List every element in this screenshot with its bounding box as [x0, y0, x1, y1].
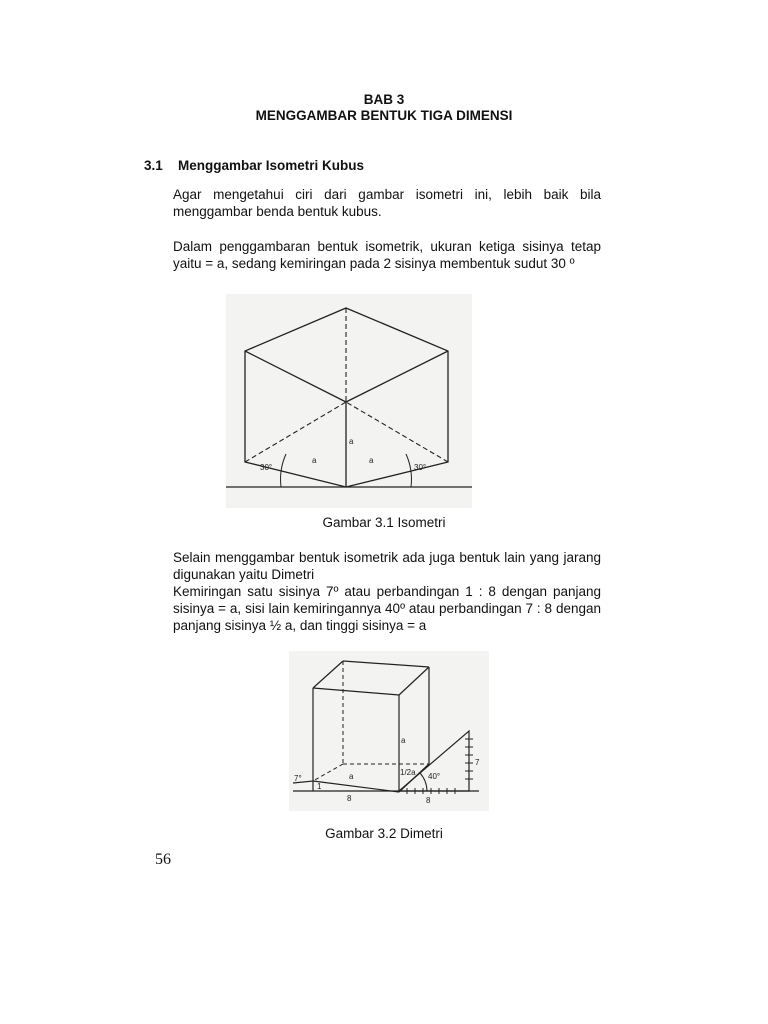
label-half: 1/2a — [400, 768, 416, 777]
label-angle-left: 30° — [260, 463, 273, 472]
dimetric-cube-drawing — [289, 651, 489, 811]
section-number: 3.1 — [144, 158, 163, 173]
label-edge-vertical: a — [349, 437, 354, 446]
paragraph-intro: Agar mengetahui ciri dari gambar isometri ini, lebih baik bila menggambar benda bentuk kubus. — [173, 187, 601, 219]
chapter-title: MENGGAMBAR BENTUK TIGA DIMENSI — [255, 108, 513, 123]
label-ratio-eight-left: 8 — [347, 794, 352, 803]
label-angle-right: 30° — [414, 463, 427, 472]
figure1-caption: Gambar 3.1 Isometri — [322, 515, 446, 530]
label-edge-left: a — [312, 456, 317, 465]
label-angle-40: 40° — [428, 772, 441, 781]
label-angle-7: 7° — [294, 774, 302, 783]
page-number: 56 — [155, 851, 171, 868]
chapter-heading — [0, 92, 768, 124]
paragraph-isometric: Dalam penggambaran bentuk isometrik, ukuran ketiga sisinya tetap yaitu = a, sedang kemiringan pada 2 sisinya membentuk sudut 30 º — [173, 239, 601, 271]
section-title: Menggambar Isometri Kubus — [178, 158, 365, 173]
paragraph-dimetric-detail: Kemiringan satu sisinya 7º atau perbandingan 1 : 8 dengan panjang sisinya = a, sisi lain kemiringannya 40º atau perbandingan 7 : 8 dengan panjang sisinya ½ a, dan tinggi sisinya = a — [173, 584, 601, 633]
label-height: a — [401, 736, 406, 745]
figure-isometric — [226, 294, 472, 508]
figure2-caption: Gambar 3.2 Dimetri — [325, 826, 443, 841]
isometric-cube-drawing — [226, 294, 472, 508]
label-ratio-eight-right: 8 — [426, 796, 431, 805]
label-edge-right: a — [369, 456, 374, 465]
chapter-label: BAB 3 — [363, 92, 405, 107]
section-heading — [144, 158, 364, 173]
label-ratio-one: 1 — [317, 782, 322, 791]
figure-dimetric — [289, 651, 489, 811]
label-base: a — [349, 772, 354, 781]
paragraph-dimetric-intro: Selain menggambar bentuk isometrik ada juga bentuk lain yang jarang digunakan yaitu Dimetri — [173, 550, 601, 582]
label-ratio-seven: 7 — [475, 758, 480, 767]
